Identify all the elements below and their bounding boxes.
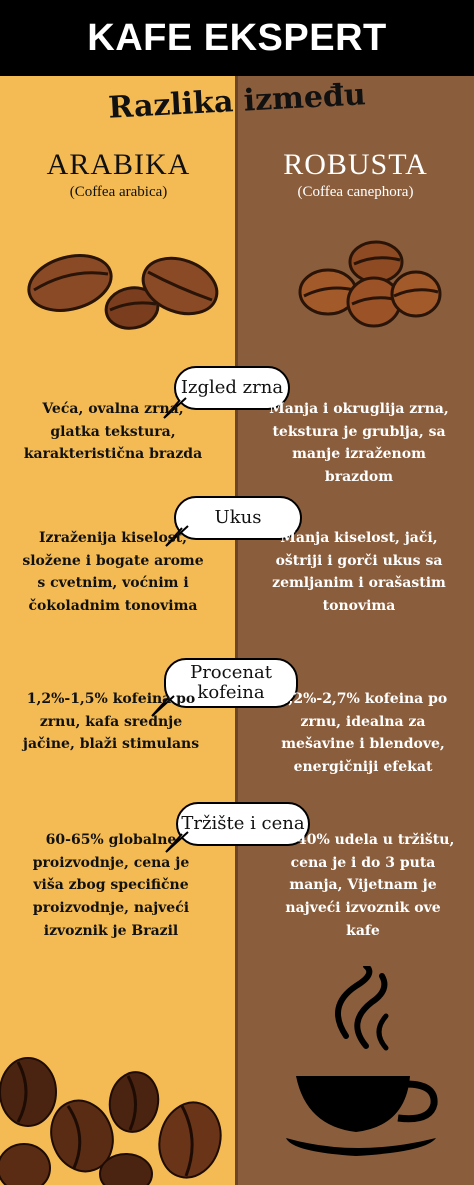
robusta-izgled-zrna-text: Manja i okruglija zrna, tekstura je grublja, sa manje izraženom brazdom	[269, 401, 449, 486]
coffee-beans-decoration	[0, 1050, 225, 1185]
section-label-text: Ukus	[214, 507, 262, 529]
coffee-cup-icon	[286, 966, 446, 1162]
page-header	[0, 0, 474, 76]
arabica-kofein-text: 1,2%-1,5% kofeina po zrnu, kafa srednje jačine, blaži stimulans	[22, 691, 200, 753]
robusta-latin: (Coffea canephora)	[297, 184, 414, 200]
arabica-beans-illustration	[22, 238, 222, 338]
subtitle: Razlika između	[107, 77, 367, 126]
robusta-beans-illustration	[296, 240, 446, 332]
robusta-kofein-text: 2,2%-2,7% kofeina po zrnu, idealna za mešavine i blendove, energičniji efekat	[278, 691, 448, 776]
robusta-ukus-text: Manja kiselost, jači, oštriji i gorči ukus sa zemljanim i orašastim tonovima	[272, 530, 446, 615]
section-label-text: Izgled zrna	[180, 377, 284, 399]
section-label-text: Tržište i cena	[181, 813, 305, 835]
arabica-izgled-zrna-text: Veća, ovalna zrna, glatka tekstura, karakteristična brazda	[23, 401, 203, 463]
robusta-title: ROBUSTA	[283, 148, 428, 181]
page-title: KAFE EKSPERT	[87, 16, 387, 59]
arabica-latin: (Coffea arabica)	[69, 184, 168, 200]
arabica-title: ARABIKA	[46, 148, 191, 181]
arabica-ukus-text: Izraženija kiselost, složene i bogate arome s cvetnim, voćnim i čokoladnim tonovima	[22, 530, 204, 615]
section-label-text: Procenat kofeina	[190, 662, 272, 703]
robusta-trziste-text: 35-40% udela u tržištu, cena je i do 3 puta manja, Vijetnam je najveći izvoznik ove kafe	[271, 832, 455, 939]
column-divider	[235, 76, 238, 1185]
arabica-trziste-text: 60-65% globalne proizvodnje, cena je viša zbog specifične proizvodnje, najveći izvoznik je Brazil	[32, 832, 190, 939]
